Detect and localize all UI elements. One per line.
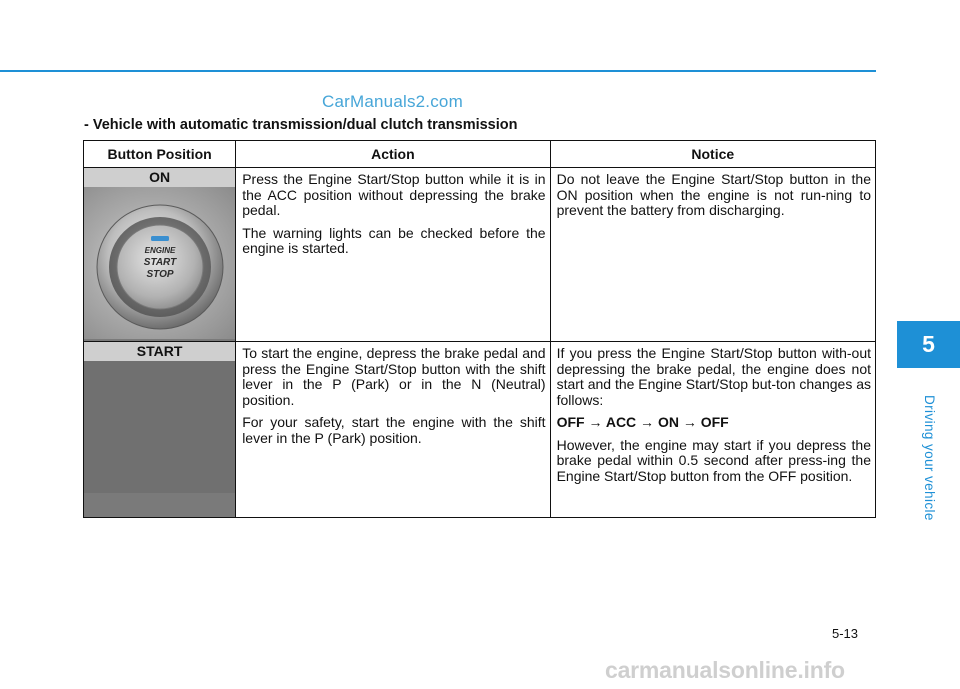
- notice-start-paragraph-1: If you press the Engine Start/Stop button with-out depressing the brake pedal, the engine does not start and the Engine Start/Stop but-ton changes as follows:: [556, 345, 872, 408]
- engine-start-button-icon: [84, 187, 235, 339]
- watermark-bottom[interactable]: carmanualsonline.info: [605, 657, 845, 683]
- action-cell-start: [236, 342, 550, 518]
- notice-cell-start: [550, 342, 875, 518]
- position-shade-start: [84, 361, 235, 493]
- svg-text:STOP: STOP: [146, 269, 174, 280]
- watermark-top[interactable]: CarManuals2.com: [322, 92, 463, 111]
- svg-text:ENGINE: ENGINE: [144, 246, 176, 255]
- notice-cell-on: [550, 168, 875, 342]
- chapter-title: Driving your vehicle: [922, 395, 937, 521]
- action-start-paragraph-1: To start the engine, depress the brake pedal and press the Engine Start/Stop button with the shift lever in the P (Park) or in the N (Neutral) position.: [242, 345, 546, 408]
- header-notice: Notice: [550, 141, 875, 168]
- table-row-on: [84, 168, 876, 342]
- table-header-row: [84, 141, 876, 168]
- section-subtitle: - Vehicle with automatic transmission/dual clutch transmission: [84, 117, 518, 133]
- position-cell-start: [84, 342, 236, 518]
- position-label-start: START: [84, 342, 235, 361]
- chapter-number-tab: 5: [897, 321, 960, 368]
- action-start-paragraph-2: For your safety, start the engine with the shift lever in the P (Park) position.: [242, 414, 546, 446]
- table-row-start: [84, 342, 876, 518]
- page-number: 5-13: [832, 626, 859, 641]
- position-label-on: ON: [84, 168, 235, 187]
- notice-start-sequence: OFF → ACC → ON → OFF: [556, 414, 729, 430]
- notice-start-paragraph-3: However, the engine may start if you depress the brake pedal within 0.5 second after press-ing the Engine Start/Stop button from the OFF position.: [556, 436, 871, 484]
- svg-text:START: START: [143, 257, 177, 268]
- header-action: Action: [236, 141, 550, 168]
- top-rule: [0, 70, 876, 72]
- notice-on-paragraph-1: Do not leave the Engine Start/Stop button in the ON position when the engine is not run-ning to prevent the battery from discharging.: [556, 171, 871, 218]
- position-cell-on: [84, 168, 236, 342]
- action-on-paragraph-2: The warning lights can be checked before the engine is started.: [242, 224, 546, 256]
- engine-start-button-image: [84, 187, 235, 339]
- button-position-table: [83, 140, 876, 518]
- header-button-position: Button Position: [84, 141, 236, 168]
- action-cell-on: [236, 168, 550, 342]
- action-on-paragraph-1: Press the Engine Start/Stop button while it is in the ACC position without depressing the brake pedal.: [242, 171, 546, 218]
